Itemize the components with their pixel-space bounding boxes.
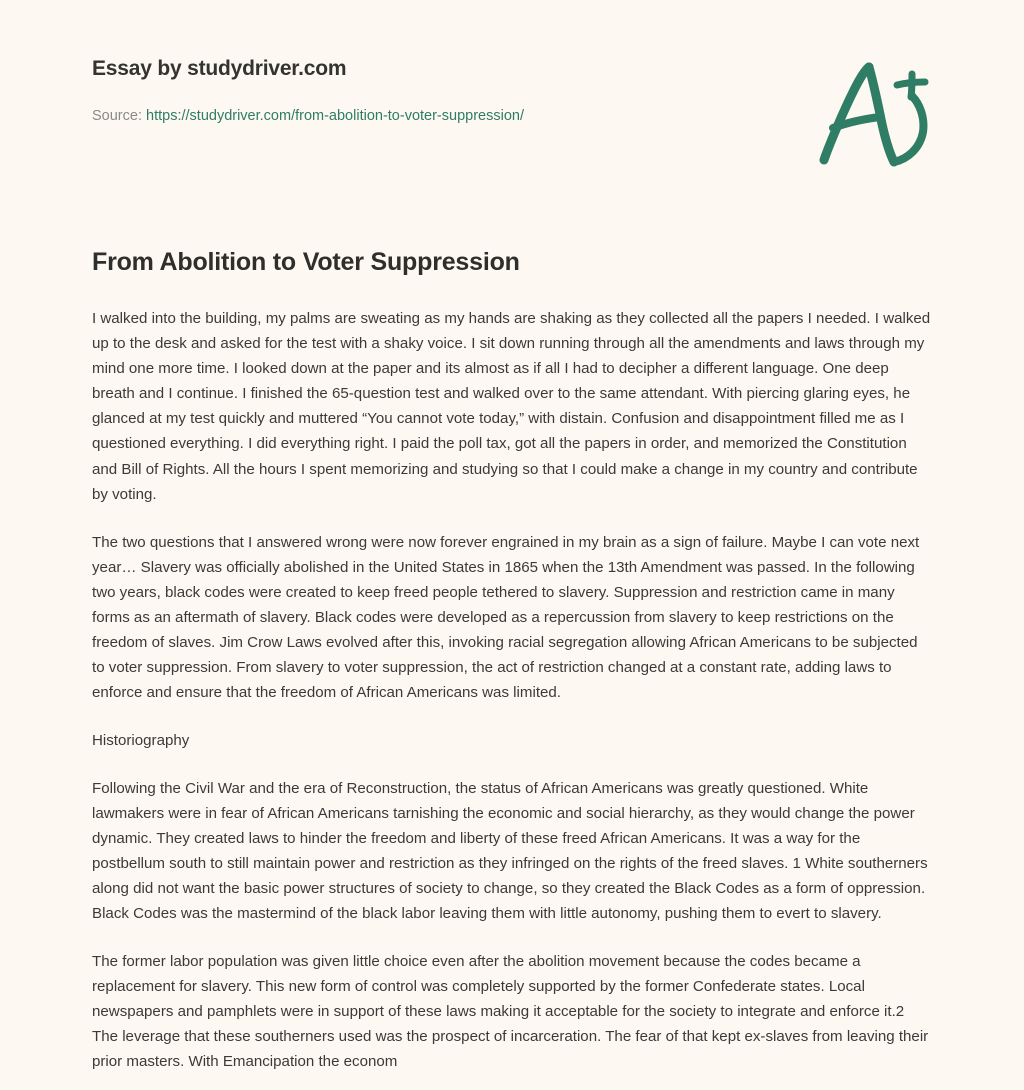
section-heading-historiography: Historiography bbox=[92, 731, 190, 749]
source-url-link[interactable]: https://studydriver.com/from-abolition-to-voter-suppression/ bbox=[146, 108, 524, 125]
paragraph: The two questions that I answered wrong were now forever engrained in my brain as a sign of failure. Maybe I can vote next year… Slavery was officially abolished in the United States in 1865 when the 13th Amendment was passed. In the following two years, black codes were created to keep freed people tethered to slavery. Suppression and restriction came in many forms as an aftermath of slavery. Black codes were developed as a repercussion from slavery to keep restrictions on the freedom of slaves. Jim Crow Laws evolved after this, invoking racial segregation allowing African Americans to be subjected to voter suppression. From slavery to voter suppression, the act of restriction changed at a constant rate, adding laws to enforce and ensure that the freedom of African Americans was limited. bbox=[92, 533, 920, 701]
page-header bbox=[92, 0, 932, 150]
paragraph: I walked into the building, my palms are sweating as my hands are shaking as they collected all the papers I needed. I walked up to the desk and asked for the test with a shaky voice. I sit down running through all the amendments and laws through my mind one more time. I looked down at the paper and its almost as if all I had to decipher a different language. One deep breath and I continue. I finished the 65-question test and walked over to the same attendant. With piercing glaring eyes, he glanced at my test quickly and muttered “You cannot vote today,” with distain. Confusion and disappointment filled me as I questioned everything. I did everything right. I paid the poll tax, got all the papers in order, and memorized the Constitution and Bill of Rights. All the hours I spent memorizing and studying so that I could make a change in my country and contribute by voting. bbox=[92, 310, 931, 503]
a-plus-logo-icon bbox=[808, 52, 938, 172]
source-line bbox=[92, 107, 932, 126]
page-title: From Abolition to Voter Suppression bbox=[92, 248, 520, 276]
essay-body bbox=[92, 306, 932, 1074]
paragraph: The former labor population was given little choice even after the abolition movement because the codes became a replacement for slavery. This new form of control was completely supported by the former Confederate states. Local newspapers and pamphlets were in support of these laws making it acceptable for the society to integrate and enforce it.2 The leverage that these southerners used was the prospect of incarceration. The fear of that kept ex-slaves from leaving their prior masters. With Emancipation the econom bbox=[92, 953, 929, 1071]
paragraph: Following the Civil War and the era of Reconstruction, the status of African Americans was greatly questioned. White lawmakers were in fear of African Americans tarnishing the economic and social hierarchy, as they would change the power dynamic. They created laws to hinder the freedom and liberty of these freed African Americans. It was a way for the postbellum south to still maintain power and restriction as they infringed on the rights of the freed slaves. 1 White southerners along did not want the basic power structures of society to change, so they created the Black Codes as a form of oppression. Black Codes was the mastermind of the black labor leaving them with little autonomy, pushing them to evert to slavery. bbox=[92, 780, 928, 923]
source-label: Source: bbox=[92, 108, 142, 125]
byline: Essay by studydriver.com bbox=[92, 57, 347, 80]
